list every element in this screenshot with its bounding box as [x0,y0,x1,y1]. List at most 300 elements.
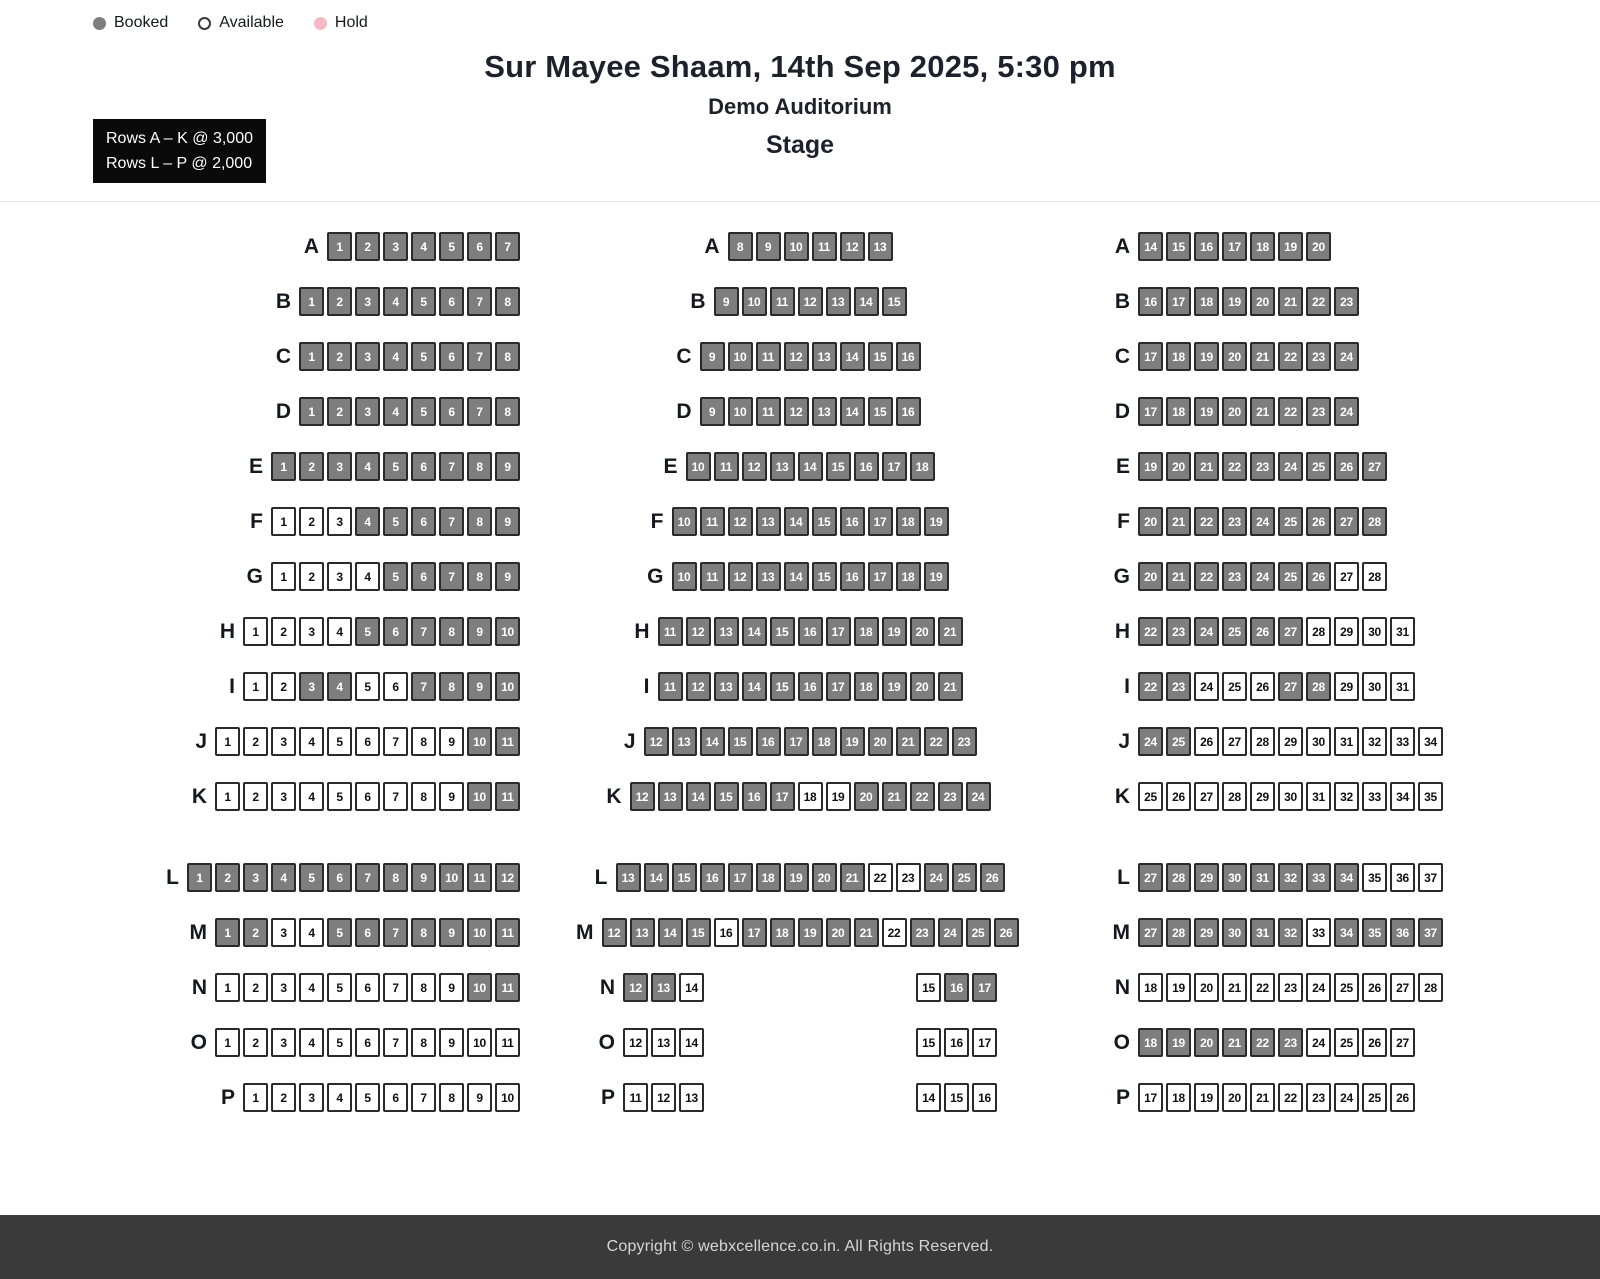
seat-row-center-O [585,1028,1035,1057]
seat-L36[interactable]: 36 [1390,863,1415,892]
seat-G28[interactable]: 28 [1362,562,1387,591]
seat-J3[interactable]: 3 [271,727,296,756]
seat-F5: 5 [383,507,408,536]
seat-K8[interactable]: 8 [411,782,436,811]
seat-P7[interactable]: 7 [411,1083,436,1112]
seat-G3[interactable]: 3 [327,562,352,591]
seat-J33[interactable]: 33 [1390,727,1415,756]
seat-O9[interactable]: 9 [439,1028,464,1057]
seat-M31: 31 [1250,918,1275,947]
seat-O14[interactable]: 14 [679,1028,704,1057]
seat-F23: 23 [1222,507,1247,536]
seat-B18: 18 [1194,287,1219,316]
seat-J34[interactable]: 34 [1418,727,1443,756]
seat-row-right-F [1100,507,1450,536]
seat-E2: 2 [299,452,324,481]
seat-J23: 23 [952,727,977,756]
legend-item-hold [314,14,368,32]
seat-F3[interactable]: 3 [327,507,352,536]
seat-N2[interactable]: 2 [243,973,268,1002]
seat-I25[interactable]: 25 [1222,672,1247,701]
seat-G26: 26 [1306,562,1331,591]
seat-I24[interactable]: 24 [1194,672,1219,701]
seat-L8: 8 [383,863,408,892]
seat-K14: 14 [686,782,711,811]
seat-K6[interactable]: 6 [355,782,380,811]
seat-K26[interactable]: 26 [1166,782,1191,811]
seat-row-left-G [140,562,520,591]
seat-L13: 13 [616,863,641,892]
seat-K29[interactable]: 29 [1250,782,1275,811]
seat-F25: 25 [1278,507,1303,536]
seat-H4[interactable]: 4 [327,617,352,646]
seat-J21: 21 [896,727,921,756]
seat-B4: 4 [383,287,408,316]
seat-F4: 4 [355,507,380,536]
seat-J26[interactable]: 26 [1194,727,1219,756]
seat-K13: 13 [658,782,683,811]
seat-C8: 8 [495,342,520,371]
seat-row-left-N [140,973,520,1002]
seat-N4[interactable]: 4 [299,973,324,1002]
seat-O11[interactable]: 11 [495,1028,520,1057]
seat-row-right-L [1100,863,1450,892]
seat-J4[interactable]: 4 [299,727,324,756]
seat-L6: 6 [327,863,352,892]
seat-H20: 20 [910,617,935,646]
seat-H1[interactable]: 1 [243,617,268,646]
seat-P15[interactable]: 15 [944,1083,969,1112]
seat-K21: 21 [882,782,907,811]
seat-J17: 17 [784,727,809,756]
seat-B2: 2 [327,287,352,316]
seat-N18[interactable]: 18 [1138,973,1163,1002]
seat-H10: 10 [495,617,520,646]
seat-O17[interactable]: 17 [972,1028,997,1057]
seat-F15: 15 [812,507,837,536]
seat-H7: 7 [411,617,436,646]
seat-O10[interactable]: 10 [467,1028,492,1057]
seat-B9: 9 [714,287,739,316]
stage-label: Stage [765,131,835,159]
seat-N1[interactable]: 1 [215,973,240,1002]
seat-G27[interactable]: 27 [1334,562,1359,591]
seat-D14: 14 [840,397,865,426]
seat-I30[interactable]: 30 [1362,672,1387,701]
seat-C10: 10 [728,342,753,371]
seat-row-left-B [140,287,520,316]
seat-M4[interactable]: 4 [299,918,324,947]
seat-E20: 20 [1166,452,1191,481]
seat-H17: 17 [826,617,851,646]
seat-C15: 15 [868,342,893,371]
seat-M13: 13 [630,918,655,947]
seat-K11: 11 [495,782,520,811]
seat-H22: 22 [1138,617,1163,646]
available-dot-icon [198,17,211,30]
seat-L12: 12 [495,863,520,892]
seat-K4[interactable]: 4 [299,782,324,811]
seat-H3[interactable]: 3 [299,617,324,646]
seat-F9: 9 [495,507,520,536]
seat-P4[interactable]: 4 [327,1083,352,1112]
seat-L14: 14 [644,863,669,892]
seat-J27[interactable]: 27 [1222,727,1247,756]
seat-O6[interactable]: 6 [355,1028,380,1057]
seat-P3[interactable]: 3 [299,1083,324,1112]
seat-N15[interactable]: 15 [916,973,941,1002]
seat-A6: 6 [467,232,492,261]
seat-N3[interactable]: 3 [271,973,296,1002]
seat-J6[interactable]: 6 [355,727,380,756]
seat-E12: 12 [742,452,767,481]
seat-A3: 3 [383,232,408,261]
seat-K2[interactable]: 2 [243,782,268,811]
seat-A14: 14 [1138,232,1163,261]
seat-P5[interactable]: 5 [355,1083,380,1112]
seat-D10: 10 [728,397,753,426]
seat-J25: 25 [1166,727,1191,756]
seat-D2: 2 [327,397,352,426]
seat-K31[interactable]: 31 [1306,782,1331,811]
seat-O3[interactable]: 3 [271,1028,296,1057]
seat-C24: 24 [1334,342,1359,371]
seat-I31[interactable]: 31 [1390,672,1415,701]
seat-J32[interactable]: 32 [1362,727,1387,756]
seat-N27[interactable]: 27 [1390,973,1415,1002]
seat-D11: 11 [756,397,781,426]
seat-F16: 16 [840,507,865,536]
seat-row-right-M [1100,918,1450,947]
seat-G1[interactable]: 1 [271,562,296,591]
seat-O2[interactable]: 2 [243,1028,268,1057]
seat-L23[interactable]: 23 [896,863,921,892]
row-label: P [600,1086,615,1109]
seat-P1[interactable]: 1 [243,1083,268,1112]
seat-E16: 16 [854,452,879,481]
seat-C2: 2 [327,342,352,371]
seat-J30[interactable]: 30 [1306,727,1331,756]
seat-O15[interactable]: 15 [916,1028,941,1057]
seat-P18[interactable]: 18 [1166,1083,1191,1112]
seat-N23[interactable]: 23 [1278,973,1303,1002]
seat-P19[interactable]: 19 [1194,1083,1219,1112]
seat-O24[interactable]: 24 [1306,1028,1331,1057]
seat-row-left-A [140,232,520,261]
seat-O23: 23 [1278,1028,1303,1057]
seat-K33[interactable]: 33 [1362,782,1387,811]
seat-N14[interactable]: 14 [679,973,704,1002]
seat-K27[interactable]: 27 [1194,782,1219,811]
seat-P2[interactable]: 2 [271,1083,296,1112]
seat-O4[interactable]: 4 [299,1028,324,1057]
row-label: P [1115,1086,1130,1109]
row-label: F [250,510,263,533]
seat-B1: 1 [299,287,324,316]
row-label: H [219,620,235,643]
seat-P11[interactable]: 11 [623,1083,648,1112]
seat-E18: 18 [910,452,935,481]
seat-I20: 20 [910,672,935,701]
seat-I15: 15 [770,672,795,701]
seat-I7: 7 [411,672,436,701]
seat-P20[interactable]: 20 [1222,1083,1247,1112]
seat-F2[interactable]: 2 [299,507,324,536]
seat-B8: 8 [495,287,520,316]
hold-dot-icon [314,17,327,30]
seat-K34[interactable]: 34 [1390,782,1415,811]
seat-H26: 26 [1250,617,1275,646]
seat-D3: 3 [355,397,380,426]
seat-E24: 24 [1278,452,1303,481]
seat-I2[interactable]: 2 [271,672,296,701]
seat-L16: 16 [700,863,725,892]
seat-O26[interactable]: 26 [1362,1028,1387,1057]
seat-K19[interactable]: 19 [826,782,851,811]
seat-map [0,202,1600,1215]
seat-I26[interactable]: 26 [1250,672,1275,701]
seat-N21[interactable]: 21 [1222,973,1247,1002]
seat-J29[interactable]: 29 [1278,727,1303,756]
seat-H21: 21 [938,617,963,646]
seat-D13: 13 [812,397,837,426]
seat-I23: 23 [1166,672,1191,701]
seat-J14: 14 [700,727,725,756]
seat-L22[interactable]: 22 [868,863,893,892]
seat-P6[interactable]: 6 [383,1083,408,1112]
seat-N24[interactable]: 24 [1306,973,1331,1002]
seat-row-right-P [1100,1083,1450,1112]
seat-J31[interactable]: 31 [1334,727,1359,756]
seat-H31[interactable]: 31 [1390,617,1415,646]
seat-P21[interactable]: 21 [1250,1083,1275,1112]
seat-L35[interactable]: 35 [1362,863,1387,892]
seat-J15: 15 [728,727,753,756]
seat-H13: 13 [714,617,739,646]
seat-K17: 17 [770,782,795,811]
seat-row-center-E [585,452,1035,481]
seat-L34: 34 [1334,863,1359,892]
seat-J28[interactable]: 28 [1250,727,1275,756]
row-label: E [663,455,678,478]
seat-I6[interactable]: 6 [383,672,408,701]
seat-P24[interactable]: 24 [1334,1083,1359,1112]
seat-P9[interactable]: 9 [467,1083,492,1112]
seat-C9: 9 [700,342,725,371]
seat-L21: 21 [840,863,865,892]
seat-H16: 16 [798,617,823,646]
seat-G6: 6 [411,562,436,591]
seat-E11: 11 [714,452,739,481]
seat-N22[interactable]: 22 [1250,973,1275,1002]
seat-N16: 16 [944,973,969,1002]
seat-M36: 36 [1390,918,1415,947]
seat-A18: 18 [1250,232,1275,261]
seat-H29[interactable]: 29 [1334,617,1359,646]
seat-N9[interactable]: 9 [439,973,464,1002]
seat-G11: 11 [700,562,725,591]
seat-M3[interactable]: 3 [271,918,296,947]
seat-M20: 20 [826,918,851,947]
seat-G20: 20 [1138,562,1163,591]
seat-E7: 7 [439,452,464,481]
seat-K35[interactable]: 35 [1418,782,1443,811]
row-label: O [598,1031,615,1054]
seat-N19[interactable]: 19 [1166,973,1191,1002]
seat-K25[interactable]: 25 [1138,782,1163,811]
seat-K9[interactable]: 9 [439,782,464,811]
seat-P22[interactable]: 22 [1278,1083,1303,1112]
seat-K23: 23 [938,782,963,811]
seat-L3: 3 [243,863,268,892]
seat-row-right-H [1100,617,1450,646]
seat-K1[interactable]: 1 [215,782,240,811]
seat-H23: 23 [1166,617,1191,646]
seat-K7[interactable]: 7 [383,782,408,811]
seat-J2[interactable]: 2 [243,727,268,756]
row-label: I [1124,675,1130,698]
row-label: A [1114,235,1130,258]
row-label: K [1114,785,1130,808]
seat-row-center-J [585,727,1035,756]
seat-P10[interactable]: 10 [495,1083,520,1112]
seat-O22: 22 [1250,1028,1275,1057]
seat-N28[interactable]: 28 [1418,973,1443,1002]
seat-J18: 18 [812,727,837,756]
seat-L24: 24 [924,863,949,892]
seat-I1[interactable]: 1 [243,672,268,701]
seat-N6[interactable]: 6 [355,973,380,1002]
seat-H15: 15 [770,617,795,646]
seat-E25: 25 [1306,452,1331,481]
seat-G21: 21 [1166,562,1191,591]
seat-N20[interactable]: 20 [1194,973,1219,1002]
seat-K28[interactable]: 28 [1222,782,1247,811]
row-label: C [275,345,291,368]
seat-O27[interactable]: 27 [1390,1028,1415,1057]
header [0,0,1600,202]
seat-E3: 3 [327,452,352,481]
row-label: M [576,921,594,944]
seat-N25[interactable]: 25 [1334,973,1359,1002]
row-label: B [690,290,706,313]
seat-N17: 17 [972,973,997,1002]
seat-P23[interactable]: 23 [1306,1083,1331,1112]
seat-F1[interactable]: 1 [271,507,296,536]
seat-legend [93,14,368,32]
seat-L11: 11 [467,863,492,892]
seat-O8[interactable]: 8 [411,1028,436,1057]
seat-I5[interactable]: 5 [355,672,380,701]
seat-M33[interactable]: 33 [1306,918,1331,947]
seat-G24: 24 [1250,562,1275,591]
seat-N7[interactable]: 7 [383,973,408,1002]
seat-P25[interactable]: 25 [1362,1083,1387,1112]
seat-D6: 6 [439,397,464,426]
seat-K24: 24 [966,782,991,811]
seat-G9: 9 [495,562,520,591]
seat-H27: 27 [1278,617,1303,646]
seat-O5[interactable]: 5 [327,1028,352,1057]
seat-J7[interactable]: 7 [383,727,408,756]
seat-J1[interactable]: 1 [215,727,240,756]
seat-P12[interactable]: 12 [651,1083,676,1112]
seat-G19: 19 [924,562,949,591]
seat-P8[interactable]: 8 [439,1083,464,1112]
seat-row-right-E [1100,452,1450,481]
seat-row-left-I [140,672,520,701]
seat-A2: 2 [355,232,380,261]
seat-H2[interactable]: 2 [271,617,296,646]
seat-L5: 5 [299,863,324,892]
seat-O13[interactable]: 13 [651,1028,676,1057]
seat-L37[interactable]: 37 [1418,863,1443,892]
seat-L7: 7 [355,863,380,892]
seat-M16[interactable]: 16 [714,918,739,947]
seat-O1[interactable]: 1 [215,1028,240,1057]
seat-J5[interactable]: 5 [327,727,352,756]
seat-E15: 15 [826,452,851,481]
seat-N11: 11 [495,973,520,1002]
seat-P16[interactable]: 16 [972,1083,997,1112]
seat-O7[interactable]: 7 [383,1028,408,1057]
seat-G15: 15 [812,562,837,591]
row-label: C [1114,345,1130,368]
seat-N26[interactable]: 26 [1362,973,1387,1002]
seat-B6: 6 [439,287,464,316]
seat-K5[interactable]: 5 [327,782,352,811]
seat-K18[interactable]: 18 [798,782,823,811]
seat-A1: 1 [327,232,352,261]
seat-I29[interactable]: 29 [1334,672,1359,701]
seat-J9[interactable]: 9 [439,727,464,756]
seat-G4[interactable]: 4 [355,562,380,591]
seat-C1: 1 [299,342,324,371]
seat-I13: 13 [714,672,739,701]
seat-H18: 18 [854,617,879,646]
seat-N5[interactable]: 5 [327,973,352,1002]
row-label: L [166,866,179,889]
seat-O12[interactable]: 12 [623,1028,648,1057]
seat-K3[interactable]: 3 [271,782,296,811]
seat-F24: 24 [1250,507,1275,536]
seat-J19: 19 [840,727,865,756]
pricing-line-2: Rows L – P @ 2,000 [106,155,253,172]
seat-N8[interactable]: 8 [411,973,436,1002]
seat-P26[interactable]: 26 [1390,1083,1415,1112]
seat-P13[interactable]: 13 [679,1083,704,1112]
seat-block-center [576,232,1035,1138]
seat-K32[interactable]: 32 [1334,782,1359,811]
seat-D8: 8 [495,397,520,426]
seat-H28[interactable]: 28 [1306,617,1331,646]
seat-K30[interactable]: 30 [1278,782,1303,811]
seat-G2[interactable]: 2 [299,562,324,591]
seat-row-right-K [1100,782,1450,811]
seat-O25[interactable]: 25 [1334,1028,1359,1057]
seat-J16: 16 [756,727,781,756]
seat-row-center-C [585,342,1035,371]
seat-P17[interactable]: 17 [1138,1083,1163,1112]
seat-J8[interactable]: 8 [411,727,436,756]
seat-P14[interactable]: 14 [916,1083,941,1112]
seat-block-left [140,232,520,1138]
seat-M22[interactable]: 22 [882,918,907,947]
seat-H30[interactable]: 30 [1362,617,1387,646]
seat-E22: 22 [1222,452,1247,481]
seat-E26: 26 [1334,452,1359,481]
seat-O16[interactable]: 16 [944,1028,969,1057]
